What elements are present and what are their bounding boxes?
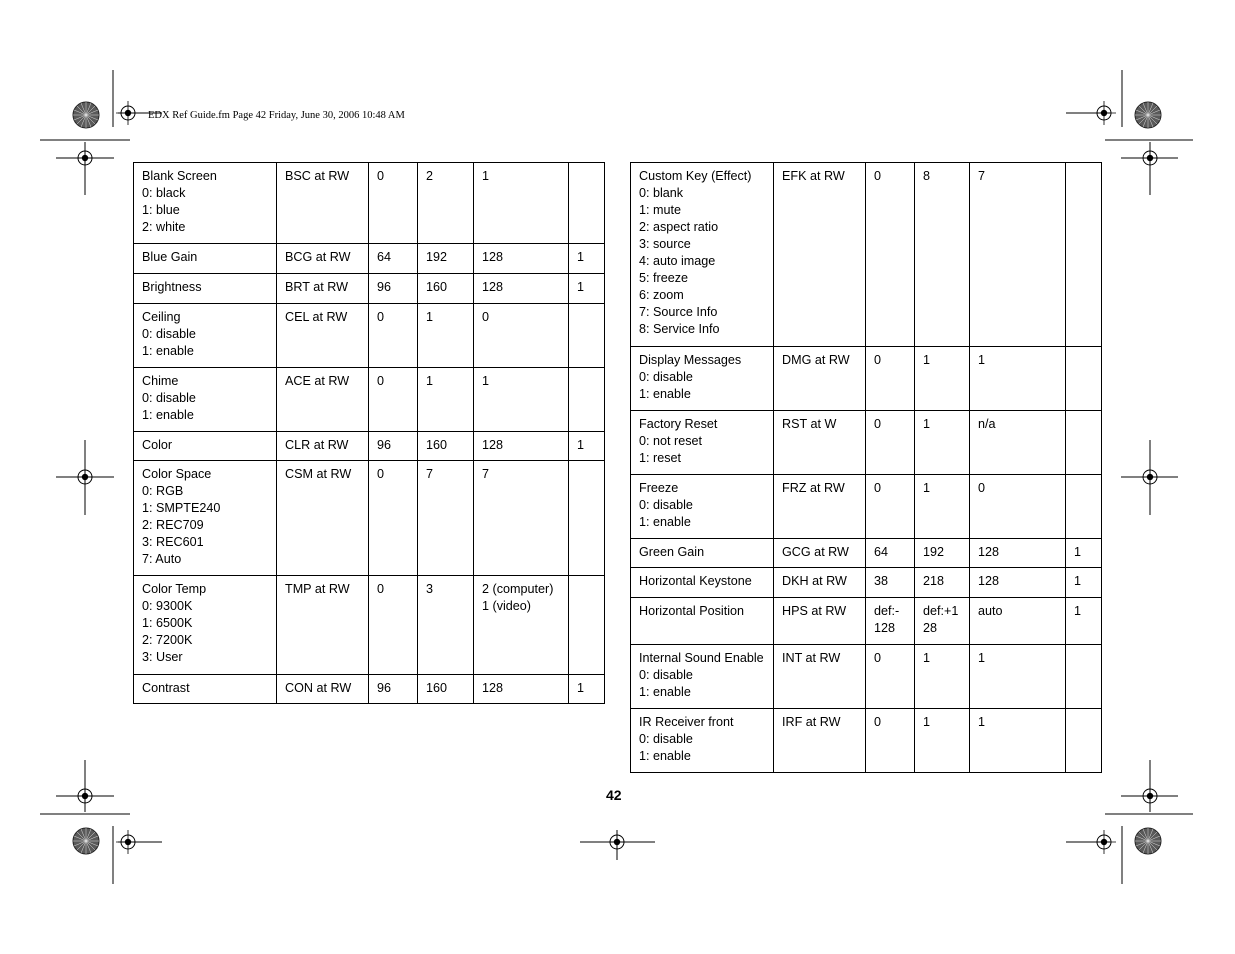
command-cell: ACE at RW — [277, 368, 369, 432]
step-cell: 1 — [1066, 568, 1102, 598]
setting-name-cell: Brightness — [134, 274, 277, 304]
left-command-table — [133, 162, 605, 704]
max-value-cell: 160 — [418, 274, 474, 304]
max-value-cell: 192 — [915, 539, 970, 568]
command-cell: DMG at RW — [774, 347, 866, 411]
setting-name-cell: Color — [134, 432, 277, 461]
table-row — [631, 645, 1102, 709]
command-cell: CEL at RW — [277, 304, 369, 368]
setting-name-cell: Blank Screen 0: black 1: blue 2: white — [134, 163, 277, 244]
table-row — [134, 368, 605, 432]
step-cell — [569, 461, 605, 576]
command-cell: BCG at RW — [277, 244, 369, 274]
table-row — [134, 675, 605, 704]
setting-name-cell: Horizontal Position — [631, 598, 774, 645]
min-value-cell: 0 — [369, 461, 418, 576]
default-value-cell: 1 — [474, 163, 569, 244]
max-value-cell: 218 — [915, 568, 970, 598]
table-row — [631, 475, 1102, 539]
max-value-cell: 1 — [915, 645, 970, 709]
table-row — [134, 244, 605, 274]
default-value-cell: auto — [970, 598, 1066, 645]
step-cell: 1 — [569, 432, 605, 461]
command-cell: GCG at RW — [774, 539, 866, 568]
command-cell: CLR at RW — [277, 432, 369, 461]
table-row — [134, 304, 605, 368]
step-cell — [569, 576, 605, 675]
step-cell — [1066, 163, 1102, 347]
step-cell: 1 — [569, 274, 605, 304]
max-value-cell: 1 — [418, 368, 474, 432]
command-cell: TMP at RW — [277, 576, 369, 675]
setting-name-cell: Custom Key (Effect) 0: blank 1: mute 2: aspect ratio 3: source 4: auto image 5: freeze 6: zoom 7: Source Info 8: Service Info — [631, 163, 774, 347]
default-value-cell: 2 (computer) 1 (video) — [474, 576, 569, 675]
setting-name-cell: Contrast — [134, 675, 277, 704]
setting-name-cell: Color Space 0: RGB 1: SMPTE240 2: REC709 3: REC601 7: Auto — [134, 461, 277, 576]
min-value-cell: 0 — [866, 347, 915, 411]
table-row — [134, 432, 605, 461]
max-value-cell: 1 — [915, 347, 970, 411]
table-row — [631, 347, 1102, 411]
min-value-cell: 64 — [369, 244, 418, 274]
default-value-cell: 0 — [970, 475, 1066, 539]
setting-name-cell: Internal Sound Enable 0: disable 1: enable — [631, 645, 774, 709]
max-value-cell: 3 — [418, 576, 474, 675]
table-row — [134, 461, 605, 576]
table-row — [631, 539, 1102, 568]
document-header-slug: EDX Ref Guide.fm Page 42 Friday, June 30, 2006 10:48 AM — [148, 110, 405, 121]
setting-name-cell: Blue Gain — [134, 244, 277, 274]
min-value-cell: 38 — [866, 568, 915, 598]
table-row — [631, 598, 1102, 645]
step-cell — [569, 368, 605, 432]
table-row — [631, 163, 1102, 347]
setting-name-cell: Chime 0: disable 1: enable — [134, 368, 277, 432]
command-cell: FRZ at RW — [774, 475, 866, 539]
command-cell: HPS at RW — [774, 598, 866, 645]
step-cell: 1 — [1066, 539, 1102, 568]
min-value-cell: 0 — [369, 304, 418, 368]
default-value-cell: 0 — [474, 304, 569, 368]
setting-name-cell: Display Messages 0: disable 1: enable — [631, 347, 774, 411]
step-cell — [1066, 645, 1102, 709]
table-row — [631, 568, 1102, 598]
min-value-cell: 0 — [369, 163, 418, 244]
table-row — [631, 709, 1102, 773]
step-cell: 1 — [569, 675, 605, 704]
max-value-cell: 1 — [915, 709, 970, 773]
min-value-cell: 0 — [369, 576, 418, 675]
command-cell: EFK at RW — [774, 163, 866, 347]
min-value-cell: 0 — [369, 368, 418, 432]
setting-name-cell: Color Temp 0: 9300K 1: 6500K 2: 7200K 3: User — [134, 576, 277, 675]
max-value-cell: 8 — [915, 163, 970, 347]
min-value-cell: 96 — [369, 432, 418, 461]
min-value-cell: def:- 128 — [866, 598, 915, 645]
command-cell: DKH at RW — [774, 568, 866, 598]
command-cell: BSC at RW — [277, 163, 369, 244]
default-value-cell: 128 — [474, 244, 569, 274]
table-row — [134, 163, 605, 244]
max-value-cell: def:+1 28 — [915, 598, 970, 645]
min-value-cell: 96 — [369, 675, 418, 704]
min-value-cell: 0 — [866, 475, 915, 539]
setting-name-cell: Green Gain — [631, 539, 774, 568]
page-number: 42 — [606, 787, 622, 803]
max-value-cell: 1 — [915, 411, 970, 475]
step-cell — [569, 304, 605, 368]
setting-name-cell: IR Receiver front 0: disable 1: enable — [631, 709, 774, 773]
default-value-cell: 128 — [474, 274, 569, 304]
step-cell — [569, 163, 605, 244]
max-value-cell: 160 — [418, 432, 474, 461]
table-row — [134, 274, 605, 304]
default-value-cell: 1 — [970, 709, 1066, 773]
min-value-cell: 0 — [866, 709, 915, 773]
command-cell: RST at W — [774, 411, 866, 475]
command-cell: CSM at RW — [277, 461, 369, 576]
table-row — [631, 411, 1102, 475]
default-value-cell: 1 — [474, 368, 569, 432]
setting-name-cell: Horizontal Keystone — [631, 568, 774, 598]
step-cell — [1066, 475, 1102, 539]
default-value-cell: 7 — [474, 461, 569, 576]
default-value-cell: 7 — [970, 163, 1066, 347]
max-value-cell: 1 — [418, 304, 474, 368]
min-value-cell: 96 — [369, 274, 418, 304]
step-cell: 1 — [569, 244, 605, 274]
setting-name-cell: Freeze 0: disable 1: enable — [631, 475, 774, 539]
min-value-cell: 0 — [866, 645, 915, 709]
default-value-cell: 1 — [970, 645, 1066, 709]
command-cell: CON at RW — [277, 675, 369, 704]
setting-name-cell: Ceiling 0: disable 1: enable — [134, 304, 277, 368]
default-value-cell: 1 — [970, 347, 1066, 411]
max-value-cell: 1 — [915, 475, 970, 539]
max-value-cell: 7 — [418, 461, 474, 576]
command-cell: IRF at RW — [774, 709, 866, 773]
command-cell: INT at RW — [774, 645, 866, 709]
default-value-cell: n/a — [970, 411, 1066, 475]
default-value-cell: 128 — [970, 568, 1066, 598]
setting-name-cell: Factory Reset 0: not reset 1: reset — [631, 411, 774, 475]
default-value-cell: 128 — [474, 432, 569, 461]
min-value-cell: 0 — [866, 411, 915, 475]
command-cell: BRT at RW — [277, 274, 369, 304]
step-cell — [1066, 709, 1102, 773]
table-row — [134, 576, 605, 675]
default-value-cell: 128 — [970, 539, 1066, 568]
step-cell — [1066, 411, 1102, 475]
default-value-cell: 128 — [474, 675, 569, 704]
min-value-cell: 0 — [866, 163, 915, 347]
max-value-cell: 160 — [418, 675, 474, 704]
max-value-cell: 2 — [418, 163, 474, 244]
min-value-cell: 64 — [866, 539, 915, 568]
right-command-table — [630, 162, 1102, 773]
step-cell — [1066, 347, 1102, 411]
step-cell: 1 — [1066, 598, 1102, 645]
max-value-cell: 192 — [418, 244, 474, 274]
